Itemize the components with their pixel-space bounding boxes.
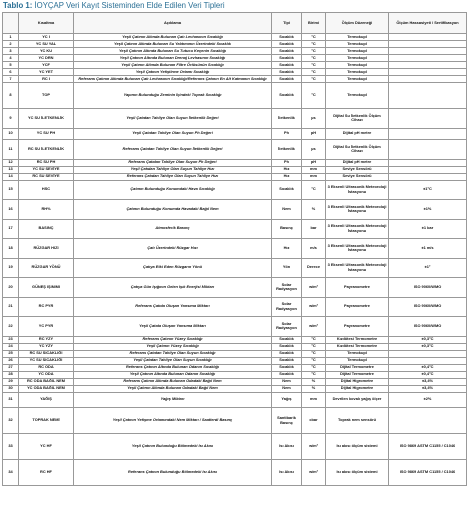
row-accuracy: ±1° (389, 258, 467, 278)
table-row (3, 200, 467, 220)
row-device: 3 Eksenli Ultrasonik Meteoroloji İstasyonu (326, 239, 389, 259)
row-desc: Yeşil Çatının Altında Bulunan Odanın Sıcaklığı (74, 371, 272, 378)
row-no: 14 (3, 173, 19, 180)
row-no: 26 (3, 357, 19, 364)
row-unit: °C (302, 357, 326, 364)
row-device: Termokupl (326, 48, 389, 55)
row-unit: °C (302, 343, 326, 350)
row-type: Isı Akısı (272, 434, 302, 460)
row-name: RC SU SEVİYE (19, 173, 74, 180)
row-name: YCF (19, 62, 74, 69)
row-type: Hız (272, 239, 302, 259)
row-no: 15 (3, 180, 19, 200)
table-row (3, 258, 467, 278)
row-device: Termokupl (326, 62, 389, 69)
row-desc: Yeşil Çatının Altında Bulunan Su Yalıtımının Üzerindeki Sıcaklık (74, 41, 272, 48)
row-device: Termokupl (326, 357, 389, 364)
row-unit: w/m² (302, 317, 326, 337)
row-name: RC ODA BAĞIL NEM (19, 378, 74, 385)
row-name: YC SU SEVİYE (19, 166, 74, 173)
header-desc: Açıklama (74, 13, 272, 34)
row-unit: °C (302, 336, 326, 343)
row-name: YC SU YAL (19, 41, 74, 48)
row-no: 24 (3, 343, 19, 350)
row-type: İletkenlik (272, 109, 302, 129)
row-desc: Referans Çatının Bulunduğu Bölmedeki Isı Akısı (74, 460, 272, 486)
row-type: Sıcaklık (272, 48, 302, 55)
row-accuracy (389, 140, 467, 160)
row-desc: Yapının Bulunduğu Zeminin İçindeki Toprak Sıcaklığı (74, 83, 272, 109)
row-name: HSC (19, 180, 74, 200)
row-no: 22 (3, 317, 19, 337)
row-device: 3 Eksenli Ultrasonik Meteoroloji İstasyonu (326, 200, 389, 220)
row-device: Dijital Su İletkenlik Ölçüm Cihazı (326, 109, 389, 129)
row-no: 19 (3, 258, 19, 278)
row-unit: w/m² (302, 297, 326, 317)
row-no: 10 (3, 128, 19, 140)
row-desc: Yeşil Çatıdan Tahliye Olan Suyun Tahliye Hızı (74, 166, 272, 173)
row-unit: % (302, 378, 326, 385)
row-device: Termokupl (326, 83, 389, 109)
row-name: TOPRAK NEMİ (19, 408, 74, 434)
row-no: 23 (3, 336, 19, 343)
row-no: 34 (3, 460, 19, 486)
row-no: 18 (3, 239, 19, 259)
row-desc: Referans Çatıdan Tahliye Olan Suyun Tahliye Hızı (74, 173, 272, 180)
row-unit: m/s (302, 239, 326, 259)
row-desc: Referans Çatıda Oluşan Yansıma Miktarı (74, 297, 272, 317)
row-unit: bar (302, 219, 326, 239)
row-accuracy (389, 76, 467, 83)
table-row (3, 41, 467, 48)
row-type: Hız (272, 173, 302, 180)
row-no: 20 (3, 278, 19, 298)
row-accuracy: ISO 9060/WMO (389, 317, 467, 337)
row-type: Ph (272, 128, 302, 140)
row-accuracy (389, 34, 467, 41)
row-device: Dijital Higrometre (326, 378, 389, 385)
row-no: 27 (3, 364, 19, 371)
row-accuracy (389, 62, 467, 69)
row-accuracy: ISO 9869 ASTM C1155 / C1046 (389, 434, 467, 460)
row-device: Dijital Su İletkenlik Ölçüm Cihazı (326, 140, 389, 160)
table-row (3, 350, 467, 357)
row-no: 3 (3, 48, 19, 55)
row-name: YC DRN (19, 55, 74, 62)
row-name: YC PYR (19, 317, 74, 337)
row-unit: w/m² (302, 434, 326, 460)
row-name: RC YZY (19, 336, 74, 343)
table-row (3, 278, 467, 298)
row-device: Dijital Higrometre (326, 385, 389, 392)
header-unit: Birimi (302, 13, 326, 34)
row-no: 28 (3, 371, 19, 378)
row-unit: Derece (302, 258, 326, 278)
row-no: 25 (3, 350, 19, 357)
row-device: Toprak nem sensörü (326, 408, 389, 434)
row-no: 1 (3, 34, 19, 41)
row-unit: pH (302, 128, 326, 140)
row-device: Dijital pH metre (326, 159, 389, 166)
row-unit: °C (302, 76, 326, 83)
table-row (3, 166, 467, 173)
row-device: Kızılötesi Termometre (326, 343, 389, 350)
row-desc: Yeşil Çatının Yetiştirme Ortamı Sıcaklığı (74, 69, 272, 76)
row-name: BASINÇ (19, 219, 74, 239)
table-row (3, 371, 467, 378)
row-name: YC ODA BAĞIL NEM (19, 385, 74, 392)
table-row (3, 48, 467, 55)
row-device: 3 Eksenli Ultrasonik Meteoroloji İstasyonu (326, 258, 389, 278)
row-accuracy: ±0,3°C (389, 343, 467, 350)
row-desc: Referans Çatının Altında Bulunan Odadaki Bağıl Nem (74, 378, 272, 385)
row-name: RC PYR (19, 297, 74, 317)
table-title-text: İOYÇAP Veri Kayıt Sisteminden Elde Edilen Veri Tipleri (32, 1, 225, 10)
row-type: Hız (272, 166, 302, 173)
row-accuracy: ±3,4% (389, 378, 467, 385)
row-type: Sıcaklık (272, 76, 302, 83)
row-unit: µs (302, 109, 326, 129)
table-row (3, 460, 467, 486)
row-no: 8 (3, 83, 19, 109)
row-name: RC SU SICAKLIĞI (19, 350, 74, 357)
row-type: Sıcaklık (272, 350, 302, 357)
row-type: Sıcaklık (272, 69, 302, 76)
header-type: Tipi (272, 13, 302, 34)
row-accuracy: ±0,4°C (389, 364, 467, 371)
row-desc: Referans Çatının Altında Bulunan Odanın Sıcaklığı (74, 364, 272, 371)
row-type: Sıcaklık (272, 41, 302, 48)
table-row (3, 140, 467, 160)
row-desc: Yeşil Çatıdan Tahliye Olan Suyun İletkenlik Değeri (74, 109, 272, 129)
row-desc: Çatıya Etki Eden Rüzgarın Yönü (74, 258, 272, 278)
table-row (3, 180, 467, 200)
row-no: 12 (3, 159, 19, 166)
row-desc: Çatıya Gün Işığının Gelen Işık Enerjisi Miktarı (74, 278, 272, 298)
row-name: YC I (19, 34, 74, 41)
row-no: 30 (3, 385, 19, 392)
row-accuracy (389, 48, 467, 55)
row-desc: Atmosferik Basınç (74, 219, 272, 239)
row-accuracy: ISO 9060/WMO (389, 278, 467, 298)
table-row (3, 434, 467, 460)
table-row (3, 109, 467, 129)
row-no: 17 (3, 219, 19, 239)
row-device: 3 Eksenli Ultrasonik Meteoroloji İstasyonu (326, 219, 389, 239)
row-name: RC I (19, 76, 74, 83)
row-unit: mm (302, 166, 326, 173)
row-accuracy (389, 55, 467, 62)
row-device: Dijital Termometre (326, 364, 389, 371)
table-row (3, 159, 467, 166)
row-accuracy (389, 357, 467, 364)
row-unit: pH (302, 159, 326, 166)
row-type: Sıcaklık (272, 180, 302, 200)
row-type: Sıcaklık (272, 55, 302, 62)
row-no: 32 (3, 408, 19, 434)
table-row (3, 385, 467, 392)
row-type: Santibarik Basınç (272, 408, 302, 434)
row-type: Sıcaklık (272, 34, 302, 41)
row-name: RÜZGAR HIZI (19, 239, 74, 259)
row-accuracy: ±1°C (389, 180, 467, 200)
row-device: Isı akısı ölçüm sistemi (326, 434, 389, 460)
row-no: 11 (3, 140, 19, 160)
row-desc: Yağış Miktarı (74, 392, 272, 408)
header-accuracy: Ölçüm Hassasiyeti / Sertifikasyon (389, 13, 467, 34)
table-row (3, 297, 467, 317)
row-desc: Referans Çatıdan Tahliye Olan Suyun Ph Değeri (74, 159, 272, 166)
row-name: YC HF (19, 434, 74, 460)
row-type: Nem (272, 378, 302, 385)
row-accuracy: ±1% (389, 200, 467, 220)
row-accuracy: ±0,3°C (389, 336, 467, 343)
row-device: Termokupl (326, 34, 389, 41)
row-no: 5 (3, 62, 19, 69)
row-no: 4 (3, 55, 19, 62)
row-type: Nem (272, 200, 302, 220)
row-accuracy (389, 109, 467, 129)
row-type: Solar Radyasyon (272, 297, 302, 317)
row-accuracy: ±3,4% (389, 385, 467, 392)
row-type: Sıcaklık (272, 364, 302, 371)
row-device: Seviye Sensörü (326, 166, 389, 173)
row-name: YC SU PH (19, 128, 74, 140)
row-type: Yağış (272, 392, 302, 408)
table-row (3, 219, 467, 239)
row-name: RÜZGAR YÖNÜ (19, 258, 74, 278)
table-row (3, 408, 467, 434)
data-types-table (2, 12, 467, 486)
row-desc: Yeşil Çatıda Oluşan Yansıma Miktarı (74, 317, 272, 337)
row-type: Sıcaklık (272, 83, 302, 109)
row-device: Termokupl (326, 41, 389, 48)
row-no: 6 (3, 69, 19, 76)
table-row (3, 83, 467, 109)
row-unit: °C (302, 371, 326, 378)
row-desc: Yeşil Çatının Yüzey Sıcaklığı (74, 343, 272, 350)
table-row (3, 69, 467, 76)
row-accuracy (389, 350, 467, 357)
table-row (3, 128, 467, 140)
row-name: YC SU SICAKLIĞI (19, 357, 74, 364)
row-type: Sıcaklık (272, 371, 302, 378)
row-unit: mm (302, 392, 326, 408)
row-desc: Yeşil Çatıdan Tahliye Olan Suyun Sıcaklığı (74, 357, 272, 364)
table-row (3, 364, 467, 371)
row-desc: Yeşil Çatının Bulunduğu Bölmedeki Isı Akısı (74, 434, 272, 460)
row-accuracy (389, 41, 467, 48)
row-device: Termokupl (326, 350, 389, 357)
row-device: Dijital Termometre (326, 371, 389, 378)
row-accuracy: ±1 m/s (389, 239, 467, 259)
table-row (3, 34, 467, 41)
row-type: Ph (272, 159, 302, 166)
row-desc: Çatının Bulunduğu Konumdaki Hava Sıcaklığı (74, 180, 272, 200)
row-desc: Yeşil Çatıdan Tahliye Olan Suyun Ph Değeri (74, 128, 272, 140)
row-desc: Yeşil Çatının Yetişme Ortamındaki Nem Miktarı / Saatlerdi Basınç (74, 408, 272, 434)
row-name: RC SU PH (19, 159, 74, 166)
row-accuracy (389, 128, 467, 140)
row-unit: °C (302, 48, 326, 55)
row-desc: Çatının Bulunduğu Konumda Havadaki Bağıl Nem (74, 200, 272, 220)
row-type: Solar Radyasyon (272, 317, 302, 337)
row-name: RC ODA (19, 364, 74, 371)
row-type: Basınç (272, 219, 302, 239)
row-accuracy: ±2% (389, 392, 467, 408)
table-row (3, 378, 467, 385)
row-accuracy (389, 408, 467, 434)
row-device: Payranometre (326, 317, 389, 337)
row-type: Sıcaklık (272, 343, 302, 350)
table-row (3, 55, 467, 62)
row-name: RC SU İLETKENLİK (19, 140, 74, 160)
row-device: Termokupl (326, 69, 389, 76)
row-device: Payranometre (326, 297, 389, 317)
row-desc: Yeşil Çatının Altında Bulunan Su Tutucu Keçenin Sıcaklığı (74, 48, 272, 55)
table-row (3, 392, 467, 408)
row-desc: Yeşil Çatının Altında Bulunan Odadaki Bağıl Nem (74, 385, 272, 392)
row-type: Solar Radyasyon (272, 278, 302, 298)
row-no: 2 (3, 41, 19, 48)
row-accuracy (389, 173, 467, 180)
row-unit: % (302, 200, 326, 220)
row-desc: Referans Çatıdan Tahliye Olan Suyun Sıcaklığı (74, 350, 272, 357)
row-name: YAĞIŞ (19, 392, 74, 408)
row-no: 29 (3, 378, 19, 385)
table-row (3, 239, 467, 259)
row-desc: Yeşil Çatının Altında Bulunan Drenaj Levhasının Sıcaklığı (74, 55, 272, 62)
row-name: RC HF (19, 460, 74, 486)
row-name: YC YZY (19, 343, 74, 350)
row-device: 3 Eksenli Ultrasonik Meteoroloji İstasyonu (326, 180, 389, 200)
row-accuracy: ISO 9869 ASTM C1155 / C1046 (389, 460, 467, 486)
row-device: Payranometre (326, 278, 389, 298)
table-title (3, 1, 225, 10)
table-body (3, 34, 467, 486)
row-type: İletkenlik (272, 140, 302, 160)
table-row (3, 173, 467, 180)
row-unit: °C (302, 69, 326, 76)
row-desc: Çatı Üzerindeki Rüzgar Hızı (74, 239, 272, 259)
row-desc: Yeşil Çatının Altında Bulunan Çatı Levhasının Sıcaklığı (74, 34, 272, 41)
row-unit: w/m² (302, 278, 326, 298)
row-unit: °C (302, 62, 326, 69)
row-name: YC YET (19, 69, 74, 76)
row-no: 16 (3, 200, 19, 220)
row-name: YC ODA (19, 371, 74, 378)
row-name: GÜNEŞ IŞINIMI (19, 278, 74, 298)
row-type: Sıcaklık (272, 336, 302, 343)
row-type: Sıcaklık (272, 62, 302, 69)
header-device: Ölçüm Düzeneği (326, 13, 389, 34)
row-name: YC SU İLETKENLİK (19, 109, 74, 129)
row-accuracy: ISO 9060/WMO (389, 297, 467, 317)
row-no: 9 (3, 109, 19, 129)
row-device: Isı akısı ölçüm sistemi (326, 460, 389, 486)
row-accuracy: ±0,4°C (389, 371, 467, 378)
table-row (3, 62, 467, 69)
row-type: Isı Akısı (272, 460, 302, 486)
row-desc: Yeşil Çatının Altında Bulunan Filtre Örtüsünün Sıcaklığı (74, 62, 272, 69)
row-accuracy: ±1 bar (389, 219, 467, 239)
row-no: 31 (3, 392, 19, 408)
row-unit: µs (302, 140, 326, 160)
header-name: Kısaltma (19, 13, 74, 34)
row-no: 7 (3, 76, 19, 83)
row-device: Dijital pH metre (326, 128, 389, 140)
table-header-row (3, 13, 467, 34)
row-no: 33 (3, 434, 19, 460)
row-name: TOP (19, 83, 74, 109)
row-no: 13 (3, 166, 19, 173)
table-row (3, 357, 467, 364)
row-device: Devrilen kovalı yağış ölçer (326, 392, 389, 408)
row-unit: w/m² (302, 460, 326, 486)
row-unit: °C (302, 364, 326, 371)
row-accuracy (389, 159, 467, 166)
row-no: 21 (3, 297, 19, 317)
table-row (3, 76, 467, 83)
row-desc: Referans Çatının Altında Bulunan Çatı Levhasının Sıcaklığı/Referans Çatının En Alt Katmanın Sıcaklığı (74, 76, 272, 83)
row-device: Seviye Sensörü (326, 173, 389, 180)
row-unit: mm (302, 173, 326, 180)
row-device: Kızılötesi Termometre (326, 336, 389, 343)
row-type: Nem (272, 385, 302, 392)
row-unit: % (302, 385, 326, 392)
row-accuracy (389, 69, 467, 76)
header-no (3, 13, 19, 34)
row-desc: Referans Çatının Yüzey Sıcaklığı (74, 336, 272, 343)
row-unit: °C (302, 55, 326, 62)
table-title-prefix: Tablo 1: (3, 1, 33, 10)
table-row (3, 317, 467, 337)
row-accuracy (389, 166, 467, 173)
row-unit: °C (302, 34, 326, 41)
row-accuracy (389, 83, 467, 109)
row-desc: Referans Çatıdan Tahliye Olan Suyun İletkenlik Değeri (74, 140, 272, 160)
row-name: YC KU (19, 48, 74, 55)
row-unit: °C (302, 83, 326, 109)
table-row (3, 336, 467, 343)
row-unit: °C (302, 41, 326, 48)
row-unit: °C (302, 180, 326, 200)
row-name: RH% (19, 200, 74, 220)
row-type: Yön (272, 258, 302, 278)
table-row (3, 343, 467, 350)
row-type: Sıcaklık (272, 357, 302, 364)
row-device: Termokupl (326, 55, 389, 62)
row-unit: °C (302, 350, 326, 357)
row-device: Termokupl (326, 76, 389, 83)
row-unit: cbar (302, 408, 326, 434)
